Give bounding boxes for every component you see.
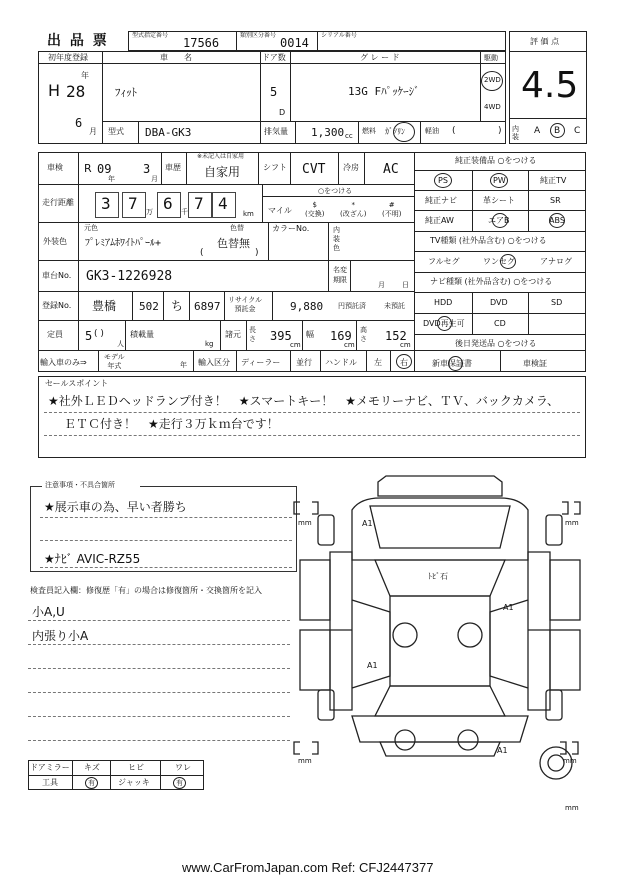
- capacity-value: 5: [85, 329, 93, 343]
- fuel-label: 燃料: [362, 127, 376, 135]
- width-value: 169: [330, 329, 352, 343]
- nav-dvd-play: DVD再生可: [423, 319, 465, 328]
- length-unit: cm: [290, 341, 301, 349]
- nav-header: ナビ種類 (社外品含む) ○をつける: [430, 277, 553, 286]
- tv-header: TV種類 (社外品含む) ○をつける: [430, 236, 547, 245]
- model-label: 型式: [108, 127, 124, 136]
- inspector-label: 検査員記入欄：修復歴「有」の場合は修復箇所・交換箇所を記入: [30, 586, 262, 595]
- class-number-label: 類別区分番号: [240, 32, 277, 39]
- width-unit: cm: [344, 341, 355, 349]
- equip-airbag: エアB: [488, 216, 510, 225]
- use-note: ※未記入は自家用: [197, 153, 245, 160]
- diagram-mm-front-left: mm: [298, 519, 312, 527]
- recycle-none: 未預託: [384, 302, 405, 310]
- diagram-mm-front-right: mm: [565, 519, 579, 527]
- equip-ps: PS: [438, 176, 448, 185]
- mileage-altered-option: * (改ざん): [340, 201, 367, 218]
- width-label: 幅: [306, 330, 314, 339]
- grade-label: グ レ ー ド: [360, 53, 400, 62]
- legend-door-mirror: ドアミラー: [30, 763, 70, 772]
- use-label: 車歴: [165, 163, 181, 172]
- legend-scratch: キズ: [84, 763, 100, 772]
- legend-jack-mark: 有: [176, 779, 183, 787]
- grade-value: 13G Fﾊﾟｯｹｰｼﾞ: [348, 85, 420, 98]
- registration-kana: ち: [171, 299, 184, 313]
- drive-2wd: 2WD: [484, 76, 501, 84]
- import-only-label: 輸入車のみ⇒: [40, 358, 87, 367]
- first-reg-month-unit: 月: [89, 127, 97, 136]
- inspector-line-1: 小A,U: [32, 605, 65, 619]
- inspection-year-unit: 年: [108, 175, 115, 183]
- tv-fullseg: フルセグ: [428, 257, 460, 266]
- handle-right-option: 右: [400, 358, 408, 367]
- first-reg-year: 28: [66, 82, 86, 101]
- original-color-value: ﾌﾟﾚﾐｱﾑﾎﾜｲﾄﾊﾟｰﾙ+: [85, 238, 162, 249]
- equip-tv: 純正TV: [540, 176, 567, 185]
- diagram-mm-spare: mm: [565, 804, 579, 812]
- equip-abs: ABS: [549, 216, 565, 225]
- tv-oneseg: ワンセグ: [483, 257, 515, 266]
- first-reg-year-unit: 年: [81, 71, 89, 80]
- recycle-unit: 円預託済: [338, 302, 366, 310]
- color-change-value: 色替無: [217, 237, 250, 250]
- car-name-label: 車 名: [160, 53, 192, 62]
- load-unit: kg: [205, 340, 214, 348]
- doors-value: 5: [270, 85, 278, 99]
- name-change-day: 日: [402, 281, 409, 289]
- mileage-digit-2: 7: [128, 194, 138, 213]
- mileage-label: 走行距離: [42, 198, 74, 207]
- tv-analog: アナログ: [540, 257, 572, 266]
- class-number-value: 0014: [280, 36, 309, 50]
- notes-line-1: ★展示車の為、早い者勝ち: [44, 500, 187, 514]
- length-label: 長さ: [249, 326, 256, 343]
- shift-value: CVT: [302, 162, 326, 177]
- equipment-header: 純正装備品 ○をつける: [455, 156, 537, 165]
- nav-sd: SD: [551, 298, 563, 307]
- height-unit: cm: [400, 341, 411, 349]
- sales-point-label: セールスポイント: [45, 379, 109, 388]
- color-change-label: 色替: [230, 224, 244, 232]
- first-reg-era: H: [48, 81, 61, 100]
- equip-aw: 純正AW: [425, 216, 454, 225]
- interior-grade-a: A: [534, 126, 541, 136]
- recycle-value: 9,880: [290, 300, 324, 313]
- mileage-digit-5: 4: [218, 194, 228, 213]
- import-dealer-option: ディーラー: [241, 358, 281, 367]
- registration-city: 豊橋: [92, 299, 117, 313]
- handle-left-option: 左: [374, 358, 382, 367]
- interior-label: 内装: [512, 125, 519, 141]
- model-value: DBA-GK3: [145, 126, 192, 139]
- import-type-label: 輸入区分: [198, 358, 230, 367]
- capacity-unit: 人: [117, 340, 124, 348]
- equip-leather: 革シート: [483, 196, 515, 205]
- score-value: 4.5: [521, 65, 579, 106]
- damage-mark-2: A1: [503, 603, 514, 612]
- mileage-unit-sen: 千: [181, 208, 188, 216]
- height-value: 152: [385, 329, 407, 343]
- diagram-mm-rear-right: mm: [563, 757, 577, 765]
- inspection-year: 09: [97, 162, 112, 176]
- sheet-title: 出 品 票: [47, 33, 109, 49]
- nav-cd: CD: [494, 319, 506, 328]
- damage-mark-3: A1: [367, 661, 378, 670]
- original-color-label: 元色: [84, 224, 98, 232]
- drive-label: 駆動: [484, 54, 498, 62]
- damage-mark-1: A1: [362, 519, 373, 528]
- mileage-digit-3: 6: [163, 194, 173, 213]
- name-change-month: 月: [378, 281, 385, 289]
- registration-number: 6897: [194, 300, 221, 313]
- car-name-value: ﾌｨｯﾄ: [115, 86, 137, 99]
- mileage-unit-km: km: [243, 210, 254, 218]
- load-label: 積載量: [130, 330, 154, 339]
- exterior-color-label: 外装色: [43, 237, 67, 246]
- legend-jack: ジャッキ: [118, 778, 150, 787]
- import-parallel-option: 並行: [296, 358, 312, 367]
- registration-class: 502: [139, 300, 159, 313]
- notes-line-2: ★ﾅﾋﾞ AVIC-RZ55: [44, 552, 141, 566]
- inspection-era: R: [84, 162, 92, 175]
- damage-mark-4: A1: [497, 746, 508, 755]
- mileage-exchange-option: $ (交換): [305, 201, 325, 218]
- first-reg-label: 初年度登録: [48, 53, 88, 62]
- diagram-mm-rear-left: mm: [298, 757, 312, 765]
- displacement-label: 排気量: [264, 127, 288, 136]
- use-value: 自家用: [204, 165, 241, 179]
- inspection-label: 車検: [47, 163, 63, 172]
- shift-label: シフト: [263, 163, 287, 172]
- mileage-unknown-option: # (不明): [382, 201, 402, 218]
- interior-color-label: 内装色: [333, 226, 340, 252]
- first-reg-month: 6: [75, 116, 83, 130]
- doors-label: ドア数: [262, 53, 286, 62]
- inspection-month: 3: [143, 162, 151, 176]
- mileage-mile-option: マイル: [268, 206, 292, 215]
- equip-pw: PW: [493, 176, 506, 185]
- legend-crack: ヒビ: [128, 763, 144, 772]
- displacement-unit: cc: [345, 132, 353, 140]
- windshield-chip-note: ﾄﾋﾞ石: [428, 572, 448, 581]
- sales-point-line-1: ★社外ＬＥＤヘッドランプ付き！ ★スマートキー！ ★メモリーナビ、ＴＶ、バックカメラ、: [48, 394, 559, 408]
- chassis-value: GK3-1226928: [86, 269, 173, 284]
- model-year-unit: 年: [180, 361, 187, 369]
- chassis-label: 車台No.: [42, 271, 72, 280]
- model-year-label: モデル 年式: [104, 353, 125, 370]
- displacement-value: 1,300: [311, 126, 345, 139]
- legend-tools-mark: 有: [88, 779, 95, 787]
- fuel-gasoline: ｶﾞｿﾘﾝ: [385, 127, 405, 136]
- legend-break: ワレ: [175, 763, 191, 772]
- mileage-check-note: ○をつける: [318, 187, 353, 195]
- handle-label: ハンドル: [325, 358, 357, 367]
- equip-navi: 純正ナビ: [425, 196, 457, 205]
- name-change-label: 名変 期限: [333, 266, 347, 284]
- mileage-digit-1: 3: [101, 194, 111, 213]
- ac-label: 冷房: [343, 163, 359, 172]
- drive-4wd: 4WD: [484, 103, 501, 111]
- registration-label: 登録No.: [42, 301, 72, 310]
- length-value: 395: [270, 329, 292, 343]
- dimensions-label: 諸元: [225, 330, 241, 339]
- serial-number-label: シリアル番号: [321, 32, 357, 39]
- nav-dvd: DVD: [490, 298, 508, 307]
- sales-point-line-2: ＥＴＣ付き！ ★走行３万ｋｍ台です！: [64, 417, 279, 431]
- ac-value: AC: [383, 162, 399, 177]
- height-label: 高さ: [360, 326, 367, 343]
- fuel-diesel-label: 軽油: [425, 127, 439, 135]
- footer-ref: www.CarFromJapan.com Ref: CFJ2447377: [182, 860, 434, 875]
- type-number-value: 17566: [183, 36, 220, 50]
- legend-tools: 工具: [42, 778, 58, 787]
- recycle-label: リサイクル 預託金: [228, 296, 263, 313]
- color-no-label: カラーNo.: [272, 224, 310, 233]
- nav-hdd: HDD: [434, 298, 453, 307]
- inspector-line-2: 内張り小A: [32, 629, 89, 643]
- notes-label: 注意事項・不具合箇所: [45, 481, 115, 489]
- mileage-digit-4: 7: [194, 194, 204, 213]
- docs-header: 後日発送品 ○をつける: [455, 339, 537, 348]
- docs-warranty: 新車保証書: [432, 359, 472, 368]
- inspection-month-unit: 月: [151, 175, 158, 183]
- doors-suffix: D: [279, 108, 286, 117]
- docs-inspection-cert: 車検証: [523, 359, 547, 368]
- capacity-label: 定員: [47, 330, 63, 339]
- interior-grade-c: C: [574, 126, 581, 136]
- mileage-unit-man: 万: [146, 208, 153, 216]
- score-label: 評 価 点: [530, 37, 560, 46]
- interior-grade-b: B: [554, 126, 561, 136]
- type-number-label: 型式指定番号: [132, 32, 169, 39]
- equip-sr: SR: [550, 196, 561, 205]
